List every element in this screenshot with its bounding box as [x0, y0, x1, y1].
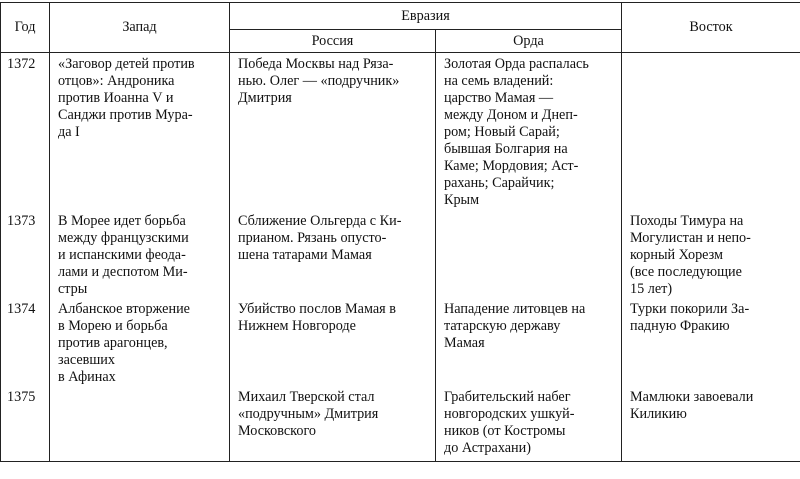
russia-cell — [230, 53, 436, 211]
east-cell — [622, 298, 800, 386]
table-row — [1, 298, 800, 386]
russia-text-line: прианом. Рязань опусто- — [238, 230, 387, 246]
horde-text-line: ников (от Костромы — [444, 423, 566, 439]
east-cell — [622, 210, 800, 298]
west-text-line: «Заговор детей против — [58, 56, 195, 72]
header-east: Восток — [622, 3, 800, 53]
year-cell: 1374 — [1, 298, 50, 386]
russia-text-line: «подручным» Дмитрия — [238, 406, 379, 422]
west-text-line: засевших — [58, 352, 115, 368]
russia-cell — [230, 298, 436, 386]
east-cell — [622, 386, 800, 462]
russia-text-line: Победа Москвы над Ряза- — [238, 56, 394, 72]
west-cell — [50, 386, 230, 462]
east-text-line: 15 лет) — [630, 281, 673, 297]
header-eurasia: Евразия — [230, 3, 622, 30]
russia-cell — [230, 210, 436, 298]
west-text-line: против Иоанна V и — [58, 90, 174, 106]
horde-text-line: рахань; Сарайчик; — [444, 175, 555, 191]
west-text-line: Албанское вторжение — [58, 301, 190, 317]
east-text-line: (все последующие — [630, 264, 742, 280]
west-text-line: в Афинах — [58, 369, 116, 385]
west-text-line: отцов»: Андроника — [58, 73, 175, 89]
west-text-line: между французскими — [58, 230, 189, 246]
horde-text-line: бывшая Болгария на — [444, 141, 568, 157]
russia-text-line: нью. Олег — «подручник» — [238, 73, 400, 89]
russia-cell — [230, 386, 436, 462]
horde-text-line: царство Мамая — — [444, 90, 554, 106]
header-horde: Орда — [436, 30, 622, 53]
east-text-line: корный Хорезм — [630, 247, 724, 263]
table-row — [1, 53, 800, 211]
horde-cell — [436, 210, 622, 298]
east-text-line: Мамлюки завоевали — [630, 389, 754, 405]
table-row — [1, 386, 800, 462]
horde-text-line: Мамая — [444, 335, 485, 351]
horde-cell — [436, 386, 622, 462]
horde-text-line: ром; Новый Сарай; — [444, 124, 560, 140]
west-text-line: и испанскими феода- — [58, 247, 186, 263]
horde-text-line: Каме; Мордовия; Аст- — [444, 158, 579, 174]
year-cell: 1373 — [1, 210, 50, 298]
horde-cell — [436, 298, 622, 386]
east-text-line: Могулистан и непо- — [630, 230, 751, 246]
west-text-line: Санджи против Мура- — [58, 107, 193, 123]
west-text-line: стры — [58, 281, 88, 297]
horde-cell — [436, 53, 622, 211]
table-row — [1, 210, 800, 298]
russia-text-line: Михаил Тверской стал — [238, 389, 375, 405]
horde-text-line: татарскую державу — [444, 318, 561, 334]
east-text-line: падную Фракию — [630, 318, 730, 334]
horde-text-line: на семь владений: — [444, 73, 554, 89]
russia-text-line: Дмитрия — [238, 90, 292, 106]
east-text-line: Турки покорили За- — [630, 301, 750, 317]
east-text-line: Киликию — [630, 406, 687, 422]
horde-text-line: Крым — [444, 192, 480, 208]
west-cell — [50, 210, 230, 298]
west-text-line: лами и деспотом Ми- — [58, 264, 188, 280]
east-cell — [622, 53, 800, 211]
table-body — [1, 53, 800, 462]
chronology-table — [0, 2, 800, 462]
west-cell — [50, 53, 230, 211]
west-text-line: да I — [58, 124, 80, 140]
russia-text-line: Нижнем Новгороде — [238, 318, 356, 334]
west-text-line: против арагонцев, — [58, 335, 168, 351]
horde-text-line: между Доном и Днеп- — [444, 107, 578, 123]
header-year: Год — [1, 3, 50, 53]
horde-text-line: Золотая Орда распалась — [444, 56, 589, 72]
horde-text-line: Нападение литовцев на — [444, 301, 586, 317]
year-cell: 1375 — [1, 386, 50, 462]
horde-text-line: Грабительский набег — [444, 389, 571, 405]
west-text-line: В Морее идет борьба — [58, 213, 186, 229]
russia-text-line: Московского — [238, 423, 317, 439]
russia-text-line: шена татарами Мамая — [238, 247, 372, 263]
horde-text-line: новгородских ушкуй- — [444, 406, 575, 422]
header-russia: Россия — [230, 30, 436, 53]
west-text-line: в Морею и борьба — [58, 318, 168, 334]
russia-text-line: Убийство послов Мамая в — [238, 301, 396, 317]
year-cell: 1372 — [1, 53, 50, 211]
russia-text-line: Сближение Ольгерда с Ки- — [238, 213, 402, 229]
header-west: Запад — [50, 3, 230, 53]
east-text-line: Походы Тимура на — [630, 213, 744, 229]
horde-text-line: до Астрахани) — [444, 440, 531, 456]
west-cell — [50, 298, 230, 386]
